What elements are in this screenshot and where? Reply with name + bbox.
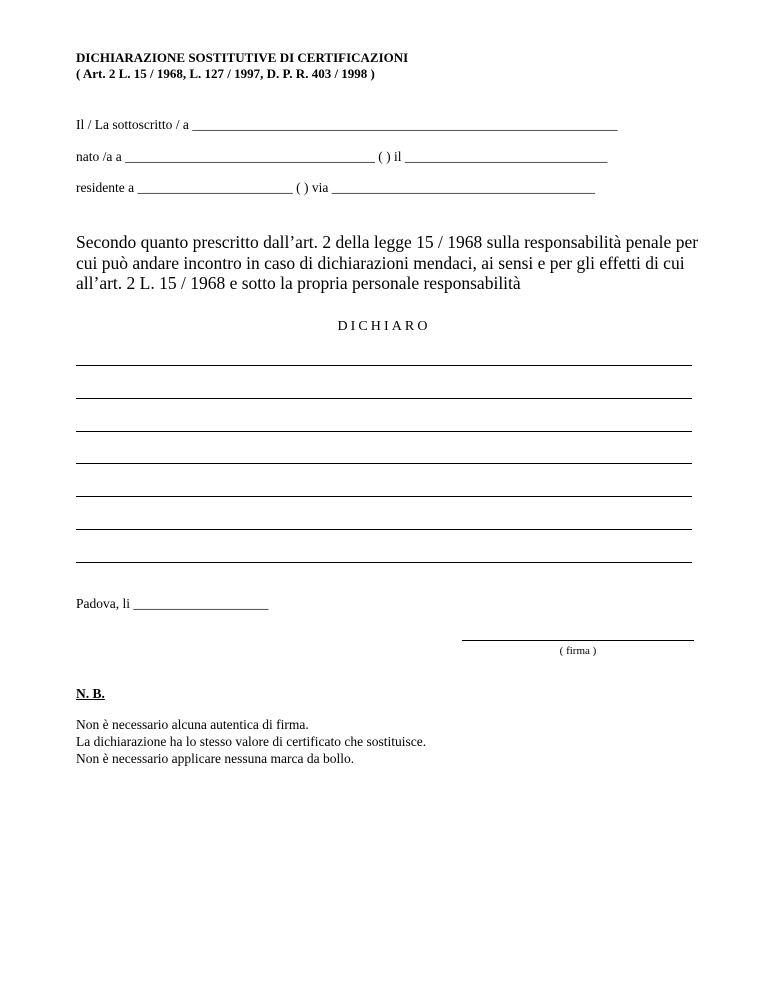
declaration-line[interactable] (76, 529, 692, 530)
declaration-line[interactable] (76, 431, 692, 432)
place-date-field[interactable]: Padova, li ____________________ (76, 596, 269, 611)
declaration-line[interactable] (76, 562, 692, 563)
document-title: DICHIARAZIONE SOSTITUTIVE DI CERTIFICAZIONI (76, 50, 409, 65)
document-subtitle: ( Art. 2 L. 15 / 1968, L. 127 / 1997, D. P. R. 403 / 1998 ) (76, 66, 375, 81)
signature-line[interactable] (462, 640, 694, 641)
declaration-line[interactable] (76, 496, 692, 497)
declaration-line[interactable] (76, 463, 692, 464)
declaration-line[interactable] (76, 398, 692, 399)
dichiaro-heading: DICHIARO (337, 319, 431, 334)
field-sottoscritto[interactable]: Il / La sottoscritto / a _______________________________________________________________ (76, 117, 618, 132)
field-residente[interactable]: residente a _______________________ ( ) via _______________________________________ (76, 180, 595, 195)
declaration-intro: Secondo quanto prescritto dall’art. 2 della legge 15 / 1968 sulla responsabilità penale per cui può andare incontro in caso di dichiarazioni mendaci, ai sensi e per gli effetti di cui all’art. 2 L. 15 / 1968 e sotto la propria personale responsabilità (76, 232, 699, 293)
nb-note: Non è necessario alcuna autentica di firma. (76, 717, 309, 732)
field-nato[interactable]: nato /a a _____________________________________ ( ) il ______________________________ (76, 149, 608, 164)
declaration-line[interactable] (76, 365, 692, 366)
nb-note: Non è necessario applicare nessuna marca da bollo. (76, 751, 355, 766)
signature-caption: ( firma ) (559, 645, 597, 657)
nb-heading: N. B. (76, 686, 105, 701)
nb-note: La dichiarazione ha lo stesso valore di certificato che sostituisce. (76, 734, 427, 749)
